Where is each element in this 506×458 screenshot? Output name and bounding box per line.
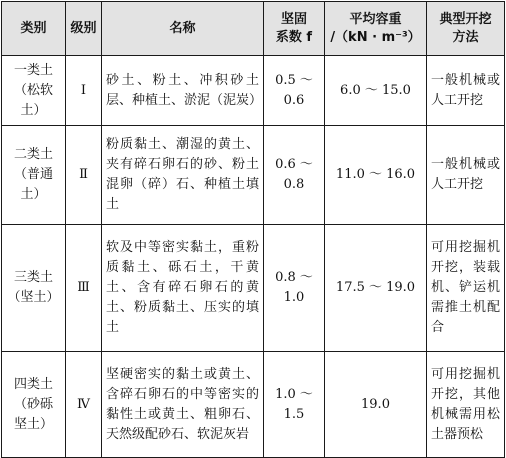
- weight-cell: 19.0: [325, 352, 427, 458]
- hardness-cell: 1.0 ～ 1.5: [264, 352, 325, 458]
- weight-cell: 17.5 ～ 19.0: [325, 225, 427, 352]
- name-cell: 粉质黏土、潮湿的黄土、夹有碎石卵石的砂、粉土混卵（碎）石、种植土填土: [102, 126, 264, 225]
- category-line: （坚土）: [7, 290, 60, 305]
- category-cell: [2, 225, 66, 352]
- category-line: 四类土: [13, 376, 53, 392]
- grade-cell: Ⅲ: [66, 225, 102, 352]
- method-cell: 一般机械或人工开挖: [427, 126, 505, 225]
- header-method: [427, 2, 505, 56]
- header-weight-line1: 平均容重: [349, 11, 402, 27]
- header-hardness-line2: 系数 f: [275, 29, 313, 45]
- header-category: 类别: [2, 2, 66, 56]
- header-name: 名称: [102, 2, 264, 56]
- name-cell: 坚硬密实的黏土或黄土、含碎石卵石的中等密实的黏性土或黄土、粗卵石、天然级配砂石、软泥灰岩: [102, 352, 264, 458]
- weight-cell: 11.0 ～ 16.0: [325, 126, 427, 225]
- name-cell: 软及中等密实黏土，重粉质黏土、砾石土，干黄土、含有碎石卵石的黄土、粉质黏土、压实的填土: [102, 225, 264, 352]
- hardness-cell: 0.5 ～ 0.6: [264, 56, 325, 126]
- header-method-line1: 典型开挖: [439, 11, 492, 27]
- category-line: 一类土: [13, 62, 53, 78]
- name-cell: 砂土、粉土、冲积砂土层、种植土、淤泥（泥炭）: [102, 56, 264, 126]
- method-cell: 一般机械或人工开挖: [427, 56, 505, 126]
- header-hardness: [264, 2, 325, 56]
- category-line: 坚土）: [13, 416, 53, 432]
- table-row: [2, 56, 505, 126]
- grade-cell: Ⅱ: [66, 126, 102, 225]
- header-method-line2: 方法: [452, 29, 479, 45]
- header-weight-line2: /（kN · m⁻³）: [330, 29, 421, 45]
- hardness-cell: 0.6 ～ 0.8: [264, 126, 325, 225]
- category-cell: [2, 56, 66, 126]
- grade-cell: Ⅳ: [66, 352, 102, 458]
- table-row: [2, 126, 505, 225]
- table-row: [2, 225, 505, 352]
- category-line: （松软土）: [13, 82, 53, 118]
- table-header-row: [2, 2, 505, 56]
- header-grade: 级别: [66, 2, 102, 56]
- category-line: 三类土: [13, 270, 53, 285]
- table-row: [2, 352, 505, 458]
- header-hardness-line1: 坚固: [280, 11, 307, 27]
- soil-classification-table: [1, 1, 505, 458]
- category-cell: [2, 126, 66, 225]
- grade-cell: Ⅰ: [66, 56, 102, 126]
- category-cell: [2, 352, 66, 458]
- weight-cell: 6.0 ～ 15.0: [325, 56, 427, 126]
- category-line: 二类土: [13, 147, 53, 162]
- hardness-cell: 0.8 ～ 1.0: [264, 225, 325, 352]
- category-line: （普通土）: [13, 167, 53, 202]
- method-cell: 可用挖掘机开挖，装载机、铲运机需推土机配合: [427, 225, 505, 352]
- header-weight: [325, 2, 427, 56]
- category-line: （砂砾: [13, 396, 53, 412]
- method-cell: 可用挖掘机开挖，其他机械需用松土器预松: [427, 352, 505, 458]
